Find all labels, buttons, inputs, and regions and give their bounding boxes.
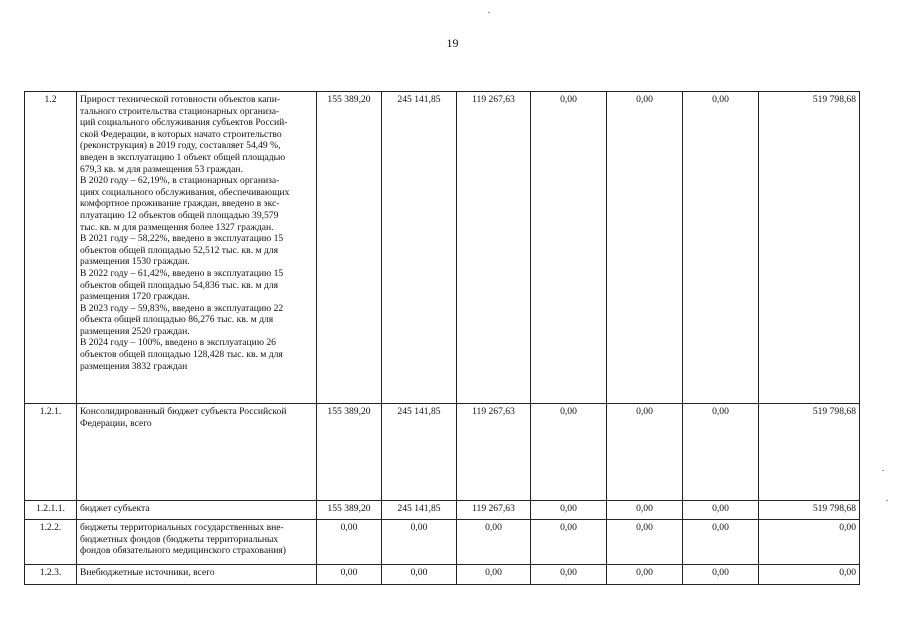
description-line: Внебюджетные источники, всего xyxy=(80,567,215,578)
row-value: 245 141,85 xyxy=(382,501,457,520)
description-line: фондов обязательного медицинского страхования) xyxy=(80,545,286,557)
row-description xyxy=(77,565,317,585)
description-line: размещения 1720 граждан. xyxy=(80,291,190,303)
row-value: 0,00 xyxy=(683,501,759,520)
table-row xyxy=(25,501,860,520)
row-value: 0,00 xyxy=(607,92,683,404)
description-line: В 2020 году – 62,19%, в стационарных организа- xyxy=(80,175,280,187)
row-code: 1.2.1.1. xyxy=(25,501,77,520)
description-line: Прирост технической готовности объектов капи- xyxy=(80,94,281,105)
row-total-value: 0,00 xyxy=(759,520,860,565)
row-code: 1.2 xyxy=(25,92,77,404)
description-line: В 2024 году – 100%, введено в эксплуатацию 26 xyxy=(80,337,276,349)
row-value: 0,00 xyxy=(683,92,759,404)
row-value: 245 141,85 xyxy=(382,404,457,501)
description-line: размещения 3832 граждан xyxy=(80,360,188,372)
row-value: 155 389,20 xyxy=(317,92,382,404)
description-line: объектов общей площадью 128,428 тыс. кв. м для xyxy=(80,349,283,361)
description-line: В 2023 году – 59,83%, введено в эксплуатацию 22 xyxy=(80,302,284,314)
row-value: 0,00 xyxy=(317,520,382,565)
description-line: 679,3 кв. м для размещения 53 граждан. xyxy=(80,163,243,175)
row-value: 0,00 xyxy=(683,520,759,565)
row-value: 0,00 xyxy=(531,404,607,501)
description-line: В 2021 году – 58,22%, введено в эксплуатацию 15 xyxy=(80,233,284,245)
description-line: комфортное проживание граждан, введено в экс- xyxy=(80,198,280,210)
row-value: 0,00 xyxy=(607,565,683,585)
table-row xyxy=(25,565,860,585)
description-line: бюджетных фондов (бюджеты территориальных xyxy=(80,533,279,545)
row-description xyxy=(77,92,317,404)
row-description xyxy=(77,404,317,501)
row-total-value: 519 798,68 xyxy=(759,92,860,404)
description-line: объектов общей площадью 52,512 тыс. кв. м для xyxy=(80,244,279,256)
row-value: 0,00 xyxy=(683,404,759,501)
table-row xyxy=(25,520,860,565)
row-value: 245 141,85 xyxy=(382,92,457,404)
row-value: 119 267,63 xyxy=(457,501,531,520)
scan-speck xyxy=(882,470,884,471)
row-total-value: 519 798,68 xyxy=(759,404,860,501)
budget-table xyxy=(24,91,860,585)
description-line: ской Федерации, в которых начато строительство xyxy=(80,128,282,140)
description-line: объектов общей площадью 54,836 тыс. кв. м для xyxy=(80,279,279,291)
description-line: (реконструкция) в 2019 году, составляет 54,49 %, xyxy=(80,140,281,152)
row-code: 1.2.3. xyxy=(25,565,77,585)
row-value: 0,00 xyxy=(531,92,607,404)
row-value: 0,00 xyxy=(457,565,531,585)
row-value: 0,00 xyxy=(607,520,683,565)
description-line: В 2022 году – 61,42%, введено в эксплуатацию 15 xyxy=(80,267,284,279)
row-description xyxy=(77,520,317,565)
row-value: 119 267,63 xyxy=(457,404,531,501)
row-value: 0,00 xyxy=(317,565,382,585)
row-value: 0,00 xyxy=(531,565,607,585)
table-row xyxy=(25,404,860,501)
description-line: размещения 1530 граждан. xyxy=(80,256,190,268)
row-value: 0,00 xyxy=(531,501,607,520)
row-value: 0,00 xyxy=(382,520,457,565)
row-value: 0,00 xyxy=(382,565,457,585)
row-value: 0,00 xyxy=(607,501,683,520)
row-value: 155 389,20 xyxy=(317,404,382,501)
description-line: введен в эксплуатацию 1 объект общей площадью xyxy=(80,151,286,163)
row-code: 1.2.1. xyxy=(25,404,77,501)
row-value: 119 267,63 xyxy=(457,92,531,404)
row-value: 0,00 xyxy=(683,565,759,585)
description-line: объекта общей площадью 86,276 тыс. кв. м для xyxy=(80,314,274,326)
scan-speck xyxy=(488,12,490,13)
description-line: тыс. кв. м для размещения более 1327 граждан. xyxy=(80,221,274,233)
row-value: 155 389,20 xyxy=(317,501,382,520)
row-value: 0,00 xyxy=(531,520,607,565)
row-total-value: 0,00 xyxy=(759,565,860,585)
row-value: 0,00 xyxy=(607,404,683,501)
table-row xyxy=(25,92,860,404)
row-total-value: 519 798,68 xyxy=(759,501,860,520)
description-line: Консолидированный бюджет субъекта Российской xyxy=(80,406,287,417)
description-line: бюджеты территориальных государственных вне- xyxy=(80,522,284,533)
description-line: Федерации, всего xyxy=(80,417,152,429)
description-line: ций социального обслуживания субъектов Россий- xyxy=(80,117,288,129)
description-line: циях социального обслуживания, обеспечивающих xyxy=(80,186,290,198)
description-line: размещения 2520 граждан. xyxy=(80,325,190,337)
row-description xyxy=(77,501,317,520)
scan-speck xyxy=(886,500,888,501)
description-line: тального строительства стационарных организа- xyxy=(80,105,280,117)
row-value: 0,00 xyxy=(457,520,531,565)
row-code: 1.2.2. xyxy=(25,520,77,565)
description-line: бюджет субъекта xyxy=(80,503,150,514)
page-number: 19 xyxy=(446,36,459,50)
description-line: плуатацию 12 объектов общей площадью 39,579 xyxy=(80,209,279,221)
